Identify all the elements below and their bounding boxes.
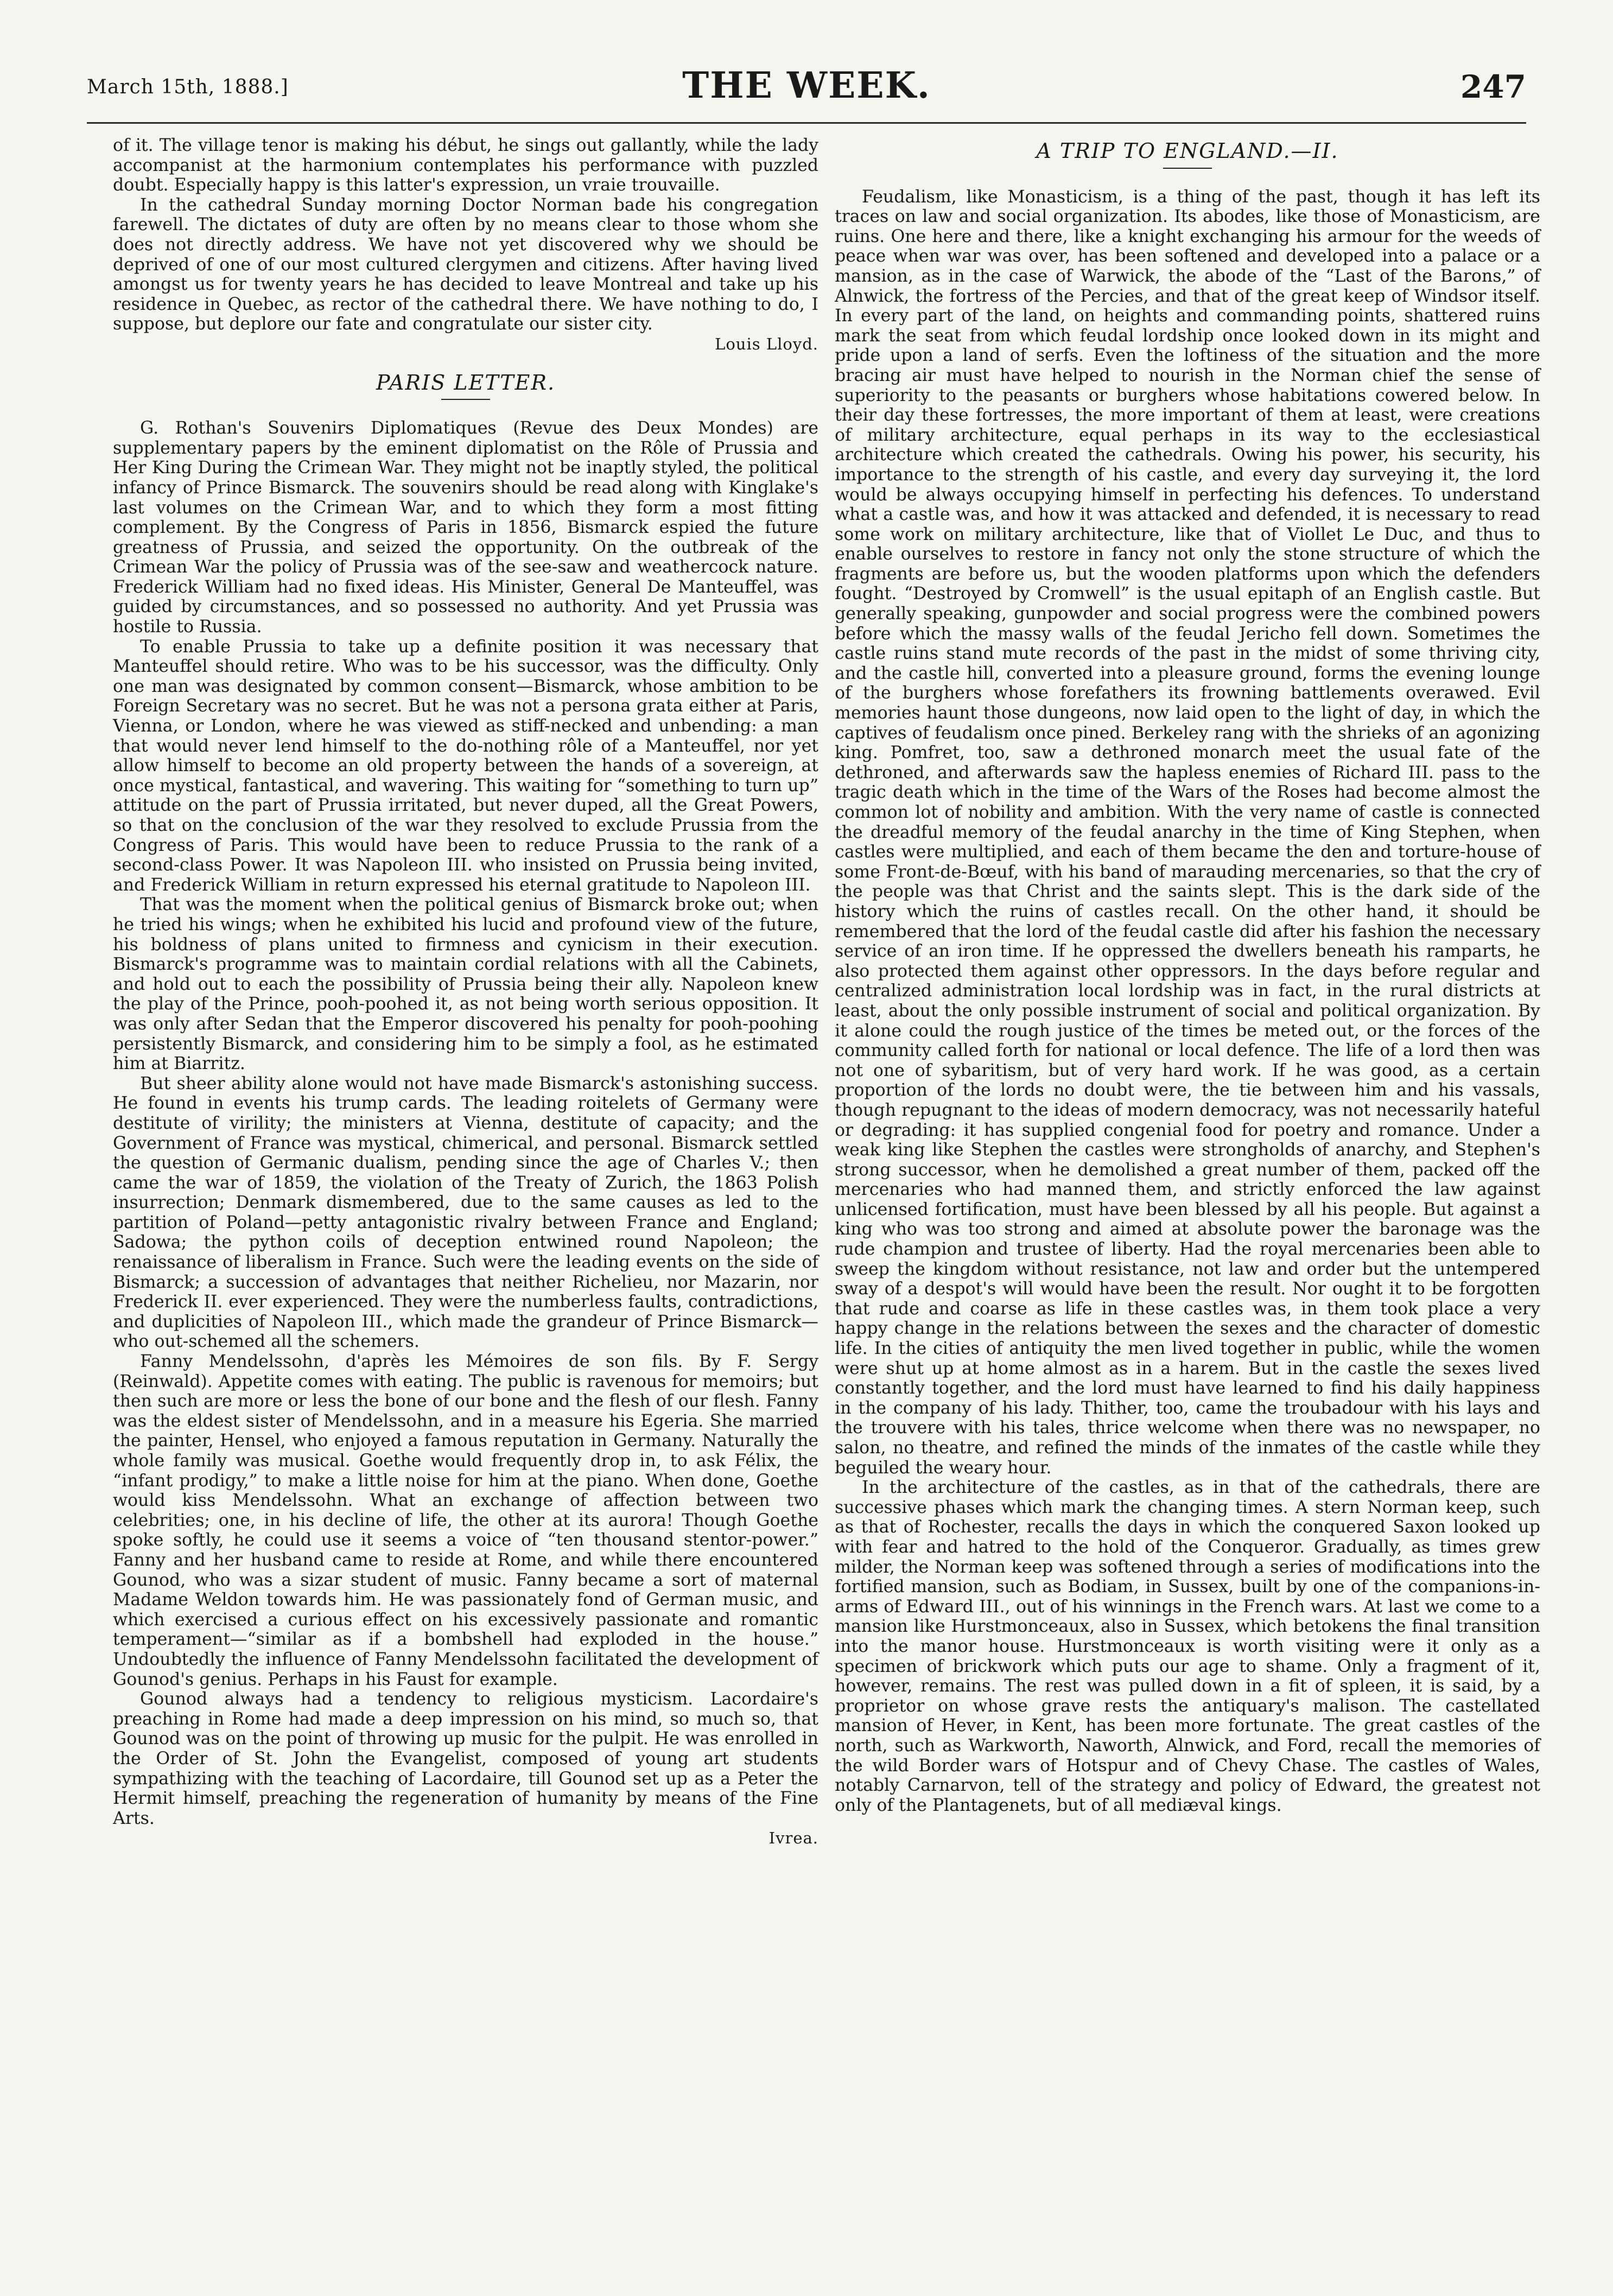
paris-letter-title: PARIS LETTER. — [376, 370, 556, 395]
paris-signature: Ivrea. — [769, 1829, 818, 1848]
paris-paragraph-4: But sheer ability alone would not have made Bismarck's astonishing success. He found in events his trump cards. The leading roitelets of Germany were destitute of virility; the ministers at Vienna, destitute of capacity; and the Government of France was mystical, chimerical, and personal. Bismarck settled the question of Germanic dualism, pending since the age of Charles V.; then came the war of 1859, the violation of the Treaty of Zurich, the 1863 Polish insurrection; Denmark dismembered, due to the same causes as led to the partition of Poland—petty antagonistic rivalry between France and England; Sadowa; the python coils of deception entwined round Napoleon; the renaissance of liberalism in France. Such were the leading events on the side of Bismarck; a succession of advantages that neither Richelieu, nor Mazarin, nor Frederick II. ever experienced. They were the numberless faults, contradictions, and duplicities of Napoleon III., which made the grandeur of Prince Bismarck—who out-schemed all the schemers. — [113, 1073, 818, 1352]
paris-paragraph-6: Gounod always had a tendency to religious mysticism. Lacordaire's preaching in Rome had made a deep impression on his mind, so much so, that Gounod was on the point of throwing up music for the pulpit. He was enrolled in the Order of St. John the Evangelist, composed of young art students sympathizing with the teaching of Lacordaire, till Gounod set up as a Peter the Hermit himself, preaching the regeneration of humanity by means of the Fine Arts. — [113, 1689, 818, 1828]
trip-title-rule — [1163, 168, 1212, 169]
masthead-title: THE WEEK. — [682, 64, 931, 106]
page-header — [87, 64, 1526, 113]
paris-paragraph-2: To enable Prussia to take up a definite position it was necessary that Manteuffel should retire. Who was to be his successor, was the difficulty. Only one man was designated by common consent—Bismarck, whose ambition to be Foreign Secretary was no secret. But he was not a persona grata either at Paris, Vienna, or London, where he was viewed as stiff-necked and unbending: a man that would never lend himself to the do-nothing rôle of a Manteuffel, nor yet allow himself to become an old property between the hands of a sovereign, at once mystical, fantastical, and wavering. This waiting for “something to turn up” attitude on the part of Prussia irritated, but never duped, all the Great Powers, so that on the conclusion of the war they resolved to exclude Prussia from the Congress of Paris. This would have been to reduce Prussia to the rank of a second-class Power. It was Napoleon III. who insisted on Prussia being invited, and Frederick William in return expressed his eternal gratitude to Napoleon III. — [113, 637, 818, 895]
intro-signature: Louis Lloyd. — [715, 334, 818, 353]
page-number: 247 — [1460, 68, 1526, 105]
trip-title: A TRIP TO ENGLAND.—II. — [1036, 139, 1339, 163]
paris-paragraph-3: That was the moment when the political genius of Bismarck broke out; when he tried his wings; when he exhibited his lucid and profound view of the future, his boldness of plans united to firmness and cynicism in their execution. Bismarck's programme was to maintain cordial relations with all the Cabinets, and hold out to each the possibility of Prussia being their ally. Napoleon knew the play of the Prince, pooh-poohed it, as not being worth serious opposition. It was only after Sedan that the Emperor discovered his penalty for pooh-poohing persistently Bismarck, and considering him to be simply a fool, as he estimated him at Biarritz. — [113, 895, 818, 1074]
paris-paragraph-1: G. Rothan's Souvenirs Diplomatiques (Revue des Deux Mondes) are supplementary papers by the eminent diplomatist on the Rôle of Prussia and Her King During the Crimean War. They might not be inaptly styled, the political infancy of Prince Bismarck. The souvenirs should be read along with Kinglake's last volumes on the Crimean War, and to which they form a most fitting complement. By the Congress of Paris in 1856, Bismarck espied the future greatness of Prussia, and seized the opportunity. On the outbreak of the Crimean War the policy of Prussia was of the see-saw and weathercock nature. Frederick William had no fixed ideas. His Minister, General De Manteuffel, was guided by circumstances, and so possessed no authority. And yet Prussia was hostile to Russia. — [113, 418, 818, 637]
paris-paragraph-5: Fanny Mendelssohn, d'après les Mémoires de son fils. By F. Sergy (Reinwald). Appetite comes with eating. The public is ravenous for memoirs; but then such are more or less the bone of our bone and the flesh of our flesh. Fanny was the eldest sister of Mendelssohn, and in a measure his Egeria. She married the painter, Hensel, who enjoyed a famous reputation in Germany. Naturally the whole family was musical. Goethe would frequently drop in, to ask Félix, the “infant prodigy,” to make a little noise for him at the piano. When done, Goethe would kiss Mendelssohn. What an exchange of affection between two celebrities; one, in his decline of life, the other at its aurora! Though Goethe spoke softly, he could use it seems a voice of “ten thousand stentor-power.” Fanny and her husband came to reside at Rome, and while there encountered Gounod, who was a sizar student of music. Fanny became a sort of maternal Madame Weldon towards him. He was passionately fond of German music, and which exercised a curious effect on his excessively passionate and romantic temperament—“similar as if a bombshell had exploded in the house.” Undoubtedly the influence of Fanny Mendelssohn facilitated the development of Gounod's genius. Perhaps in his Faust for example. — [113, 1352, 818, 1689]
intro-paragraph-2: In the cathedral Sunday morning Doctor Norman bade his congregation farewell. The dictates of duty are often by no means clear to those whom she does not directly address. We have not yet discovered why we should be deprived of one of our most cultured clergymen and citizens. After having lived amongst us for twenty years he has decided to leave Montreal and take up his residence in Quebec, as rector of the cathedral there. We have nothing to do, I suppose, but deplore our fate and congratulate our sister city. — [113, 195, 818, 334]
trip-paragraph-2: In the architecture of the castles, as in that of the cathedrals, there are successive phases which mark the changing times. A stern Norman keep, such as that of Rochester, recalls the days in which the conquered Saxon looked up with fear and hatred to the hold of the Conqueror. Gradually, as times grew milder, the Norman keep was softened through a series of modifications into the fortified mansion, such as Bodiam, in Sussex, built by one of the companions-in-arms of Edward III., out of his winnings in the French wars. At last we come to a mansion like Hurstmonceaux, also in Sussex, which betokens the final transition into the manor house. Hurstmonceaux is worth visiting were it only as a specimen of brickwork which puts our age to shame. Only a fragment of it, however, remains. The rest was pulled down in a fit of spleen, it is said, by a proprietor on whose grave rests the antiquary's malison. The castellated mansion of Hever, in Kent, has been more fortunate. The great castles of the north, such as Warkworth, Naworth, Alnwick, and Ford, recall the memories of the wild Border wars of Hotspur and of Chevy Chase. The castles of Wales, notably Carnarvon, tell of the strategy and policy of Edward, the greatest not only of the Plantagenets, but of all mediæval kings. — [835, 1478, 1540, 1815]
issue-date: March 15th, 1888.] — [87, 76, 289, 98]
intro-paragraph-1: of it. The village tenor is making his début, he sings out gallantly, while the lady accompanist at the harmonium contemplates his performance with puzzled doubt. Especially happy is this latter's expression, un vraie trouvaille. — [113, 136, 818, 195]
trip-paragraph-1: Feudalism, like Monasticism, is a thing of the past, though it has left its traces on law and social organization. Its abodes, like those of Monasticism, are ruins. One here and there, like a knight exchanging his armour for the weeds of peace when war was over, has been softened and developed into a palace or a mansion, as in the case of Warwick, the abode of the “Last of the Barons,” of Alnwick, the fortress of the Percies, and that of the great keep of Windsor itself. In every part of the land, on heights and commanding points, shattered ruins mark the seat from which feudal lordship once looked down in its might and pride upon a land of serfs. Even the loftiness of the situation and the more bracing air must have helped to nourish in the Norman chief the sense of superiority to the peasants or burghers whose habitations cowered below. In their day these fortresses, the more important of them at least, were creations of military architecture, equal perhaps in its way to the ecclesiastical architecture which created the cathedrals. Owing his power, his security, his importance to the strength of his castle, and every day surveying it, the lord would be always occupying himself in perfecting his defences. To understand what a castle was, and how it was attacked and defended, it is necessary to read some work on military architecture, like that of Viollet Le Duc, and thus to enable ourselves to restore in fancy not only the stone structure of which the fragments are before us, but the wooden platforms upon which the defenders fought. “Destroyed by Cromwell” is the usual epitaph of an English castle. But generally speaking, gunpowder and social progress were the combined powers before which the massy walls of the feudal Jericho fell down. Sometimes the castle ruins stand mute records of the past in the midst of some thriving city, and the castle hill, converted into a pleasure ground, forms the evening lounge of the burghers whose forefathers its frowning battlements overawed. Evil memories haunt those dungeons, now laid open to the light of day, in which the captives of feudalism once pined. Berkeley rang with the shrieks of an agonizing king. Pomfret, too, saw a dethroned monarch meet the usual fate of the dethroned, and afterwards saw the hapless enemies of Richard III. pass to the tragic death which in the time of the Wars of the Roses had become almost the common lot of nobility and ambition. With the very name of castle is connected the dreadful memory of the feudal anarchy in the time of King Stephen, when castles were multiplied, and each of them became the den and torture-house of some Front-de-Bœuf, with his band of marauding mercenaries, so that the cry of the people was that Christ and the saints slept. This is the dark side of the history which the ruins of castles recall. On the other hand, it should be remembered that the lord of the feudal castle did after his fashion the necessary service of an iron time. If he oppressed the dwellers beneath his ramparts, he also protected them against other oppressors. In the days before regular and centralized administration local lordship was in fact, in the rural districts at least, about the only possible instrument of social and political organization. By it alone could the rough justice of the times be meted out, or the forces of the community called forth for national or local defence. The life of a lord then was not one of sybaritism, but of very hard work. If he was good, as a certain proportion of the lords no doubt were, the tie between him and his vassals, though repugnant to the ideas of modern democracy, was not necessarily hateful or degrading: it has supplied congenial food for poetry and romance. Under a weak king like Stephen the castles were strongholds of anarchy, and Stephen's strong successor, when he demolished a great number of them, packed off the mercenaries who had manned them, and strictly enforced the law against unlicensed fortification, must have been blessed by all his people. But against a king who was too strong and aimed at absolute power the baronage was the rude champion and trustee of liberty. Had the royal mercenaries been able to sweep the kingdom without resistance, not law and order but the untempered sway of a despot's will would have been the result. Nor ought it to be forgotten that rude and coarse as life in these castles was, in them took place a very happy change in the relations between the sexes and the character of domestic life. In the cities of antiquity the men lived together in public, while the women were shut up at home almost as in a harem. But in the castle the sexes lived constantly together, and the lord must have learned to find his daily happiness in the company of his lady. Thither, too, came the troubadour with his lays and the trouvere with his tales, thrice welcome when there was no newspaper, no salon, no theatre, and refined the minds of the inmates of the castle while they beguiled the weary hour. — [835, 187, 1540, 1478]
right-column — [835, 136, 1540, 1815]
left-column — [113, 136, 818, 1848]
paris-title-rule — [441, 399, 490, 400]
header-rule — [87, 122, 1526, 124]
